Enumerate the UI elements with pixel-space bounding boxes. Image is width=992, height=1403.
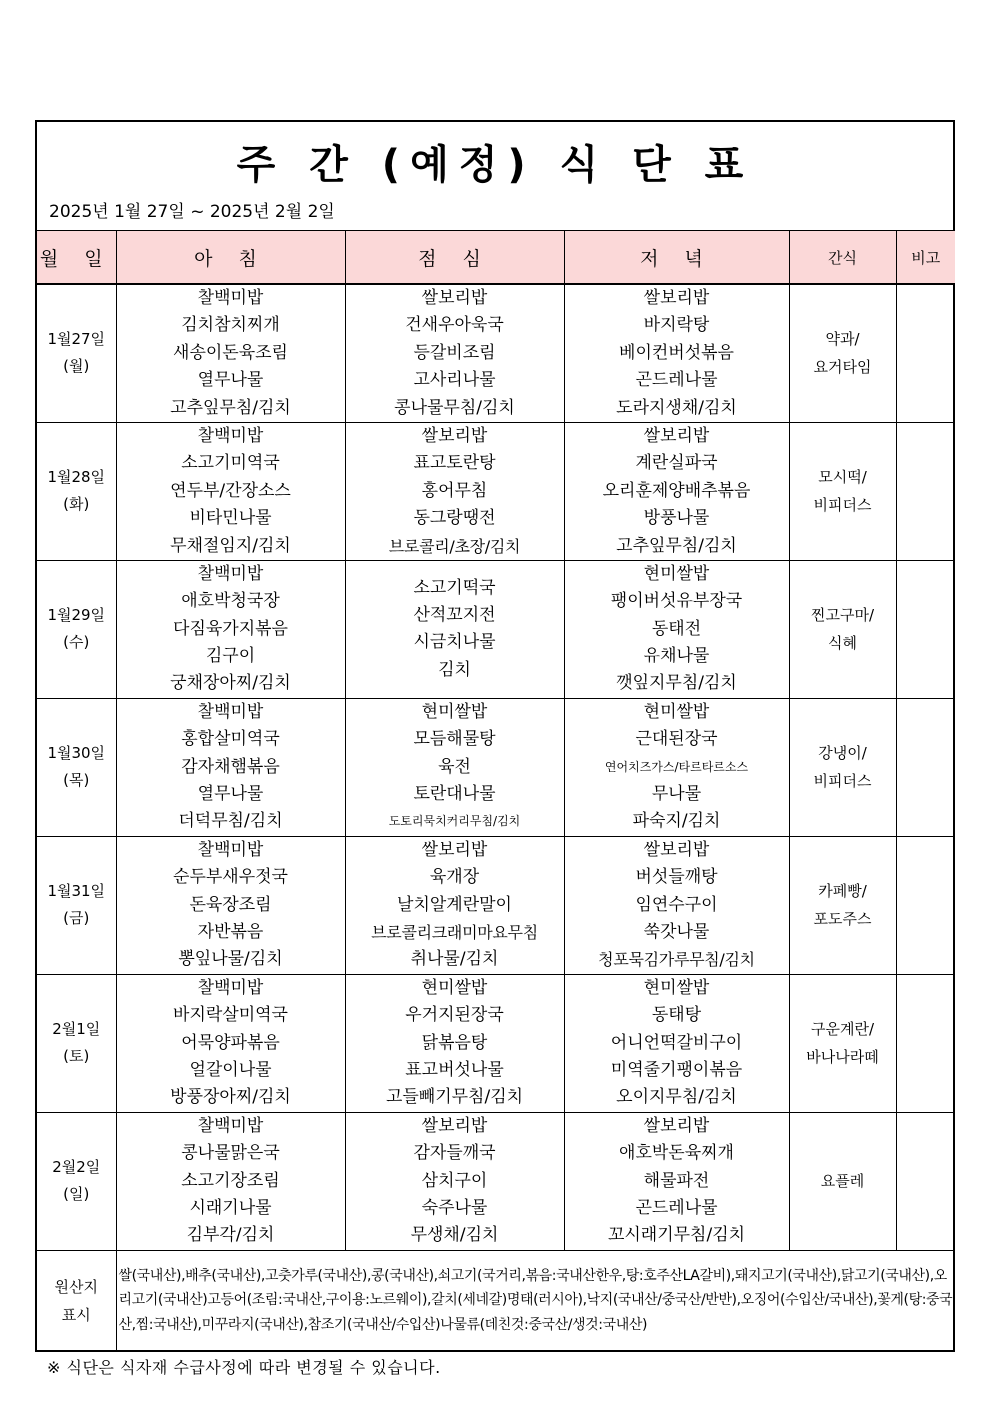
- lunch-cell: [345, 422, 564, 560]
- breakfast-item: 찰백미밥: [197, 288, 264, 308]
- day-date: 2월2일: [52, 1158, 101, 1177]
- dinner-item: 어니언떡갈비구이: [610, 1032, 743, 1053]
- lunch-item: 고사리나물: [413, 370, 496, 391]
- lunch-item: 감자들깨국: [413, 1143, 496, 1164]
- breakfast-item: 더덕무침/김치: [178, 811, 283, 832]
- snack-item: 모시떡/: [818, 468, 867, 487]
- breakfast-item: 시래기나물: [189, 1197, 272, 1218]
- lunch-item: 취나물/김치: [410, 949, 499, 970]
- menu-period: 2025년 1월 27일 ~ 2025년 2월 2일: [49, 202, 335, 222]
- dinner-item: 고추잎무침/김치: [616, 535, 737, 556]
- day-date-cell: [37, 560, 116, 698]
- breakfast-item: 방풍장아찌/김치: [170, 1087, 291, 1108]
- day-row: [37, 1112, 955, 1250]
- breakfast-item: 찰백미밥: [197, 425, 264, 446]
- dinner-item: 쑥갓나물: [643, 921, 710, 942]
- breakfast-item: 김구이: [205, 646, 256, 667]
- breakfast-item: 홍합살미역국: [181, 729, 280, 750]
- header-snack: 간식: [789, 231, 896, 285]
- menu-sheet: [35, 120, 955, 1378]
- menu-body: [37, 284, 955, 1250]
- dinner-cell: [564, 1112, 789, 1250]
- dinner-item: 바지락탕: [643, 315, 710, 336]
- breakfast-cell: [116, 974, 345, 1112]
- dinner-item: 연어치즈가스/타르타르소스: [604, 759, 749, 774]
- lunch-item: 모듬해물탕: [413, 729, 496, 750]
- lunch-cell: [345, 698, 564, 836]
- header-note: 비고: [896, 231, 955, 285]
- dinner-item: 애호박돈육찌개: [619, 1143, 734, 1164]
- dinner-cell: [564, 422, 789, 560]
- dinner-item: 해물파전: [643, 1170, 710, 1191]
- dinner-item: 도라지생채/김치: [616, 397, 737, 418]
- day-row: [37, 422, 955, 560]
- lunch-item: 브로콜리크래미마요무침: [371, 922, 538, 942]
- breakfast-item: 찰백미밥: [197, 839, 264, 860]
- snack-item: 카페빵/: [818, 882, 867, 901]
- lunch-item: 쌀보리밥: [421, 288, 488, 308]
- footnote-row: [37, 1351, 955, 1382]
- breakfast-cell: [116, 836, 345, 974]
- dinner-item: 쌀보리밥: [643, 288, 710, 308]
- origin-label-line-1: 원산지: [54, 1277, 98, 1296]
- snack-cell: [789, 422, 896, 560]
- breakfast-item: 새송이돈육조림: [173, 342, 288, 363]
- header-dinner: 저 녁: [564, 231, 789, 285]
- lunch-item: 현미쌀밥: [421, 977, 488, 998]
- origin-row: [37, 1250, 955, 1351]
- breakfast-cell: [116, 1112, 345, 1250]
- breakfast-item: 비타민나물: [189, 508, 272, 529]
- snack-cell: [789, 836, 896, 974]
- lunch-item: 토란대나물: [413, 784, 496, 805]
- breakfast-item: 찰백미밥: [197, 701, 264, 722]
- note-cell: [896, 974, 955, 1112]
- snack-cell: [789, 974, 896, 1112]
- day-date: 1월31일: [47, 882, 106, 901]
- footnote: ※ 식단은 식자재 수급사정에 따라 변경될 수 있습니다.: [37, 1351, 955, 1382]
- lunch-item: 도토리묵치커리무침/김치: [388, 814, 521, 829]
- breakfast-item: 얼갈이나물: [189, 1059, 272, 1080]
- breakfast-item: 찰백미밥: [197, 1115, 264, 1136]
- breakfast-item: 자반볶음: [197, 921, 264, 942]
- lunch-item: 브로콜리/초장/김치: [388, 536, 521, 556]
- dinner-item: 오리훈제양배추볶음: [602, 480, 751, 501]
- dinner-item: 미역줄기팽이볶음: [610, 1059, 743, 1080]
- day-date-cell: [37, 422, 116, 560]
- dinner-cell: [564, 974, 789, 1112]
- dinner-item: 현미쌀밥: [643, 977, 710, 998]
- day-weekday: (금): [63, 909, 90, 928]
- lunch-item: 동그랑땡전: [413, 508, 496, 529]
- lunch-item: 시금치나물: [413, 632, 496, 653]
- breakfast-item: 열무나물: [197, 784, 264, 805]
- lunch-cell: [345, 974, 564, 1112]
- snack-item: 포도주스: [813, 910, 872, 929]
- dinner-item: 임연수구이: [635, 894, 718, 915]
- breakfast-item: 고추잎무침/김치: [170, 397, 291, 418]
- day-date-cell: [37, 974, 116, 1112]
- lunch-item: 김치: [438, 659, 471, 680]
- lunch-item: 무생채/김치: [410, 1225, 499, 1246]
- dinner-item: 꼬시래기무침/김치: [607, 1225, 746, 1246]
- dinner-item: 쌀보리밥: [643, 839, 710, 860]
- day-date-cell: [37, 836, 116, 974]
- lunch-item: 표고버섯나물: [405, 1059, 504, 1080]
- note-cell: [896, 698, 955, 836]
- lunch-item: 등갈비조림: [413, 342, 496, 363]
- snack-cell: [789, 560, 896, 698]
- breakfast-cell: [116, 698, 345, 836]
- dinner-item: 계란실파국: [635, 453, 718, 474]
- lunch-item: 닭볶음탕: [421, 1032, 488, 1053]
- dinner-item: 현미쌀밥: [643, 563, 710, 584]
- origin-text: 쌀(국내산),배추(국내산),고춧가루(국내산),콩(국내산),쇠고기(국거리,볶음:국내산한우,탕:호주산LA갈비),돼지고기(국내산),닭고기(국내산),오리고기(국내산)고등어(조림:국내산,구이용:노르웨이),갈치(세네갈)명태(러시아),낙지(국내산/중국산/반반),오징어(수입산/국내산),꽃게(탕:중국산,찜:국내산),미꾸라지(국내산),참조기(국내산/수입산)나물류(데친것:중국산/생것:국내산): [116, 1250, 955, 1351]
- dinner-item: 곤드레나물: [635, 370, 718, 391]
- dinner-item: 근대된장국: [635, 729, 718, 750]
- lunch-item: 콩나물무침/김치: [394, 397, 515, 418]
- day-date-cell: [37, 698, 116, 836]
- breakfast-cell: [116, 284, 345, 422]
- snack-item: 구운계란/: [810, 1020, 874, 1039]
- snack-item: 식혜: [828, 634, 857, 653]
- lunch-item: 소고기떡국: [413, 577, 496, 598]
- breakfast-item: 소고기미역국: [181, 453, 280, 474]
- breakfast-cell: [116, 422, 345, 560]
- breakfast-item: 찰백미밥: [197, 563, 264, 584]
- origin-label: [37, 1250, 116, 1351]
- header-breakfast: 아 침: [116, 231, 345, 285]
- lunch-item: 고들빼기무침/김치: [385, 1087, 524, 1108]
- snack-item: 비피더스: [813, 496, 872, 515]
- lunch-item: 쌀보리밥: [421, 1115, 488, 1136]
- breakfast-item: 연두부/간장소스: [170, 480, 291, 501]
- breakfast-item: 바지락살미역국: [173, 1005, 288, 1026]
- day-date: 1월27일: [47, 330, 106, 349]
- breakfast-item: 소고기장조림: [181, 1170, 280, 1191]
- breakfast-item: 다짐육가지볶음: [173, 618, 288, 639]
- breakfast-cell: [116, 560, 345, 698]
- lunch-item: 숙주나물: [421, 1197, 488, 1218]
- lunch-cell: [345, 1112, 564, 1250]
- breakfast-item: 순두부새우젓국: [173, 867, 288, 888]
- lunch-item: 날치알계란말이: [397, 894, 512, 915]
- snack-item: 바나나라떼: [806, 1048, 879, 1067]
- day-row: [37, 836, 955, 974]
- lunch-item: 건새우아욱국: [405, 315, 504, 336]
- lunch-cell: [345, 560, 564, 698]
- dinner-item: 방풍나물: [643, 508, 710, 529]
- breakfast-item: 김치참치찌개: [181, 315, 280, 336]
- dinner-item: 무나물: [651, 784, 702, 805]
- breakfast-item: 김부각/김치: [186, 1225, 275, 1246]
- note-cell: [896, 1112, 955, 1250]
- header-lunch: 점 심: [345, 231, 564, 285]
- breakfast-item: 무채절임지/김치: [170, 535, 291, 556]
- dinner-cell: [564, 698, 789, 836]
- dinner-item: 유채나물: [643, 646, 710, 667]
- note-cell: [896, 284, 955, 422]
- lunch-item: 육전: [438, 756, 471, 777]
- day-date: 2월1일: [52, 1020, 101, 1039]
- lunch-item: 표고토란탕: [413, 453, 496, 474]
- lunch-cell: [345, 836, 564, 974]
- snack-item: 요거타임: [813, 358, 872, 377]
- snack-cell: [789, 284, 896, 422]
- lunch-item: 우거지된장국: [405, 1005, 504, 1026]
- dinner-item: 청포묵김가루무침/김치: [598, 950, 755, 970]
- lunch-item: 쌀보리밥: [421, 839, 488, 860]
- dinner-item: 현미쌀밥: [643, 701, 710, 722]
- page-title: 주 간 (예정) 식 단 표: [236, 142, 754, 188]
- breakfast-item: 어묵양파볶음: [181, 1032, 280, 1053]
- dinner-item: 곤드레나물: [635, 1197, 718, 1218]
- day-date-cell: [37, 284, 116, 422]
- lunch-item: 쌀보리밥: [421, 425, 488, 446]
- day-weekday: (월): [63, 357, 90, 376]
- day-weekday: (목): [63, 771, 90, 790]
- snack-cell: [789, 1112, 896, 1250]
- day-weekday: (일): [63, 1185, 90, 1204]
- note-cell: [896, 560, 955, 698]
- dinner-item: 오이지무침/김치: [616, 1087, 737, 1108]
- snack-item: 약과/: [825, 330, 860, 349]
- lunch-item: 산적꼬지전: [413, 604, 496, 625]
- dinner-item: 파숙지/김치: [632, 811, 721, 832]
- dinner-item: 쌀보리밥: [643, 425, 710, 446]
- day-weekday: (수): [63, 633, 90, 652]
- dinner-item: 버섯들깨탕: [635, 867, 718, 888]
- snack-item: 요플레: [820, 1172, 865, 1191]
- day-weekday: (화): [63, 495, 90, 514]
- lunch-item: 육개장: [429, 867, 480, 888]
- note-cell: [896, 422, 955, 560]
- breakfast-item: 뽕잎나물/김치: [178, 949, 283, 970]
- snack-item: 강냉이/: [818, 744, 867, 763]
- breakfast-item: 찰백미밥: [197, 977, 264, 998]
- day-row: [37, 698, 955, 836]
- header-row: [37, 231, 955, 285]
- breakfast-item: 애호박청국장: [181, 591, 280, 612]
- day-weekday: (토): [63, 1047, 90, 1066]
- day-row: [37, 284, 955, 422]
- breakfast-item: 콩나물맑은국: [181, 1143, 280, 1164]
- dinner-item: 동태탕: [651, 1005, 702, 1026]
- day-date: 1월28일: [47, 468, 106, 487]
- breakfast-item: 돈육장조림: [189, 894, 272, 915]
- dinner-cell: [564, 836, 789, 974]
- dinner-cell: [564, 284, 789, 422]
- dinner-item: 팽이버섯유부장국: [610, 591, 743, 612]
- dinner-item: 깻잎지무침/김치: [616, 673, 737, 694]
- note-cell: [896, 836, 955, 974]
- lunch-item: 홍어무침: [421, 480, 488, 501]
- day-date: 1월29일: [47, 606, 106, 625]
- dinner-item: 동태전: [651, 618, 702, 639]
- day-row: [37, 560, 955, 698]
- dinner-item: 쌀보리밥: [643, 1115, 710, 1136]
- breakfast-item: 감자채햄볶음: [181, 756, 280, 777]
- day-row: [37, 974, 955, 1112]
- lunch-item: 현미쌀밥: [421, 701, 488, 722]
- snack-item: 찐고구마/: [810, 606, 874, 625]
- day-date: 1월30일: [47, 744, 106, 763]
- lunch-cell: [345, 284, 564, 422]
- lunch-item: 삼치구이: [421, 1170, 488, 1191]
- snack-item: 비피더스: [813, 772, 872, 791]
- breakfast-item: 궁채장아찌/김치: [170, 673, 291, 694]
- header-date: 월 일: [37, 231, 116, 285]
- origin-label-line-2: 표시: [61, 1305, 91, 1324]
- snack-cell: [789, 698, 896, 836]
- breakfast-item: 열무나물: [197, 370, 264, 391]
- day-date-cell: [37, 1112, 116, 1250]
- dinner-cell: [564, 560, 789, 698]
- dinner-item: 베이컨버섯볶음: [619, 342, 734, 363]
- menu-table: [37, 230, 955, 1382]
